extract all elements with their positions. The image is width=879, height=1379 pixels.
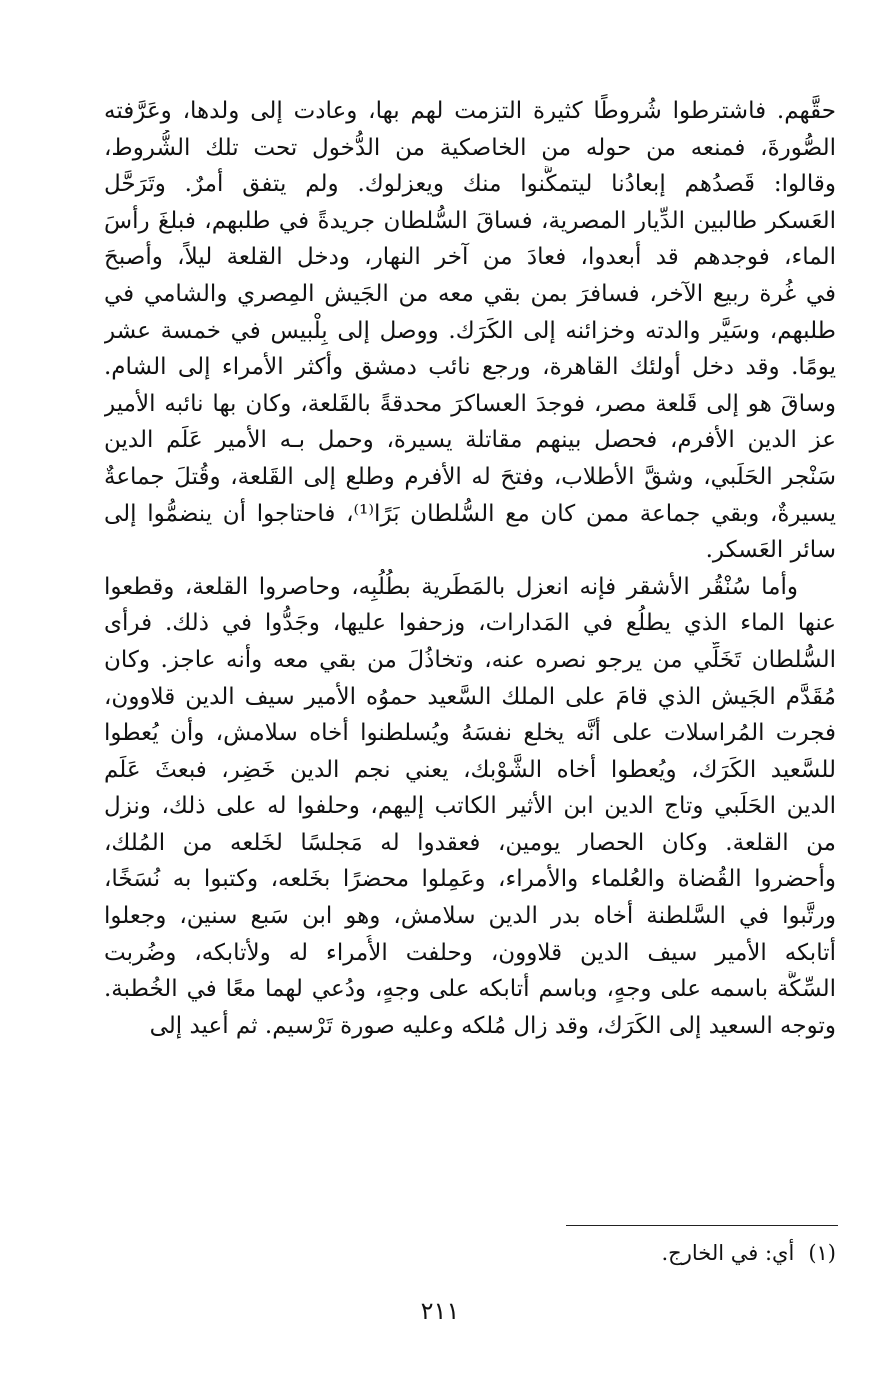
- text-line: يسيرةٌ، وبقي جماعة ممن كان مع السُّلطان بَرًا⁽¹⁾، فاحتاجوا أن ينضمُّوا إلى: [104, 500, 836, 527]
- text-line: وساقَ هو إلى قَلعة مصر، فوجدَ العساكرَ محدقةً بالقَلعة، وكان بها نائبه الأمير: [104, 390, 836, 417]
- paragraph: [104, 569, 836, 1045]
- text-line: أتابكه الأمير سيف الدين قلاوون، وحلفت الأُمراء له ولأتابكه، وضُربت: [104, 939, 836, 966]
- text-line: العَسكر طالبين الدِّيار المصرية، فساقَ السُّلطان جريدةً في طلبهم، فبلغَ رأسَ: [104, 207, 836, 234]
- footnote-marker: (١): [808, 1241, 836, 1265]
- text-line: ورتَّبوا في السَّلطنة أخاه بدر الدين سلامش، وهو ابن سَبع سنين، وجعلوا: [104, 903, 836, 930]
- main-text: [104, 93, 836, 1044]
- paragraph: [104, 93, 836, 569]
- text-line: يومًا. وقد دخل أولئك القاهرة، ورجع نائب دمشق وأكثر الأمراء إلى الشام.: [104, 354, 836, 381]
- text-line: من القلعة. وكان الحصار يومين، فعقدوا له مَجلسًا لخَلعه من المُلك،: [104, 829, 836, 856]
- text-line: للسَّعيد الكَرَك، ويُعطوا أخاه الشَّوْبك، يعني نجم الدين خَضِر، فبعثَ عَلَم: [104, 756, 836, 783]
- text-line: في غُرة ربيع الآخر، فسافرَ بمن بقي معه من الجَيش المِصري والشامي في: [104, 280, 836, 307]
- page-number: ٢١١: [420, 1297, 460, 1325]
- text-line: فجرت المُراسلات على أنَّه يخلع نفسَهُ ويُسلطنوا أخاه سلامش، وأن يُعطوا: [104, 720, 836, 747]
- text-line: الصُّورةَ، فمنعه من حوله من الخاصكية من الدُّخول تحت تلك الشُّروط،: [104, 134, 836, 161]
- text-line: السُّلطان تَخَلِّي من يرجو نصره عنه، وتخاذُلَ من بقي معه وأنه عاجز. وكان: [104, 646, 836, 673]
- text-line: وقالوا: قَصدُهم إبعادُنا ليتمكَّنوا منك ويعزلوك. ولم يتفق أمرٌ. وتَرَحَّل: [104, 171, 836, 198]
- text-line: وأما سُنْقُر الأشقر فإنه انعزل بالمَطَرية بطُلُبِه، وحاصروا القلعة، وقطعوا: [104, 573, 798, 600]
- text-line: وأحضروا القُضاة والعُلماء والأمراء، وعَمِلوا محضرًا بخَلعه، وكتبوا به نُسَخًا،: [104, 866, 836, 893]
- text-line: سَنْجر الحَلَبي، وشقَّ الأطلاب، وفتحَ له الأفرم وطلع إلى القَلعة، وقُتلَ جماعةٌ: [104, 463, 836, 490]
- text-line: عز الدين الأفرم، فحصل بينهم مقاتلة يسيرة، وحمل بـه الأمير عَلَم الدين: [104, 427, 836, 454]
- text-line: طلبهم، وسَيَّر والدته وخزائنه إلى الكَرَك. ووصل إلى بِلْبيس في خمسة عشر: [104, 317, 836, 344]
- text-line: عنها الماء الذي يطلُع في المَدارات، وزحفوا عليها، وجَدُّوا في ذلك. فرأى: [104, 610, 836, 637]
- footnote: [500, 1238, 836, 1268]
- text-line: الماء، فوجدهم قد أبعدوا، فعادَ من آخر النهار، ودخل القلعة ليلاً، وأصبحَ: [104, 244, 836, 271]
- text-line: السِّكَّة باسمه على وجهٍ، وباسم أتابكه على وجهٍ، ودُعي لهما معًا في الخُطبة.: [104, 976, 836, 1003]
- text-line: وتوجه السعيد إلى الكَرَك، وقد زال مُلكه وعليه صورة تَرْسيم. ثم أعيد إلى: [149, 1012, 836, 1039]
- footnote-divider: [566, 1225, 838, 1226]
- footnote-text: أي: في الخارج.: [661, 1241, 795, 1265]
- text-line: مُقَدَّم الجَيش الذي قامَ على الملك السَّعيد حموُه الأمير سيف الدين قلاوون،: [104, 683, 836, 710]
- text-line: سائر العَسكر.: [705, 537, 836, 564]
- text-line: حقَّهم. فاشترطوا شُروطًا كثيرة التزمت لهم بها، وعادت إلى ولدها، وعَرَّفته: [104, 98, 836, 124]
- text-line: الدين الحَلَبي وتاج الدين ابن الأثير الكاتب إليهم، وحلفوا له على ذلك، ونزل: [104, 793, 836, 820]
